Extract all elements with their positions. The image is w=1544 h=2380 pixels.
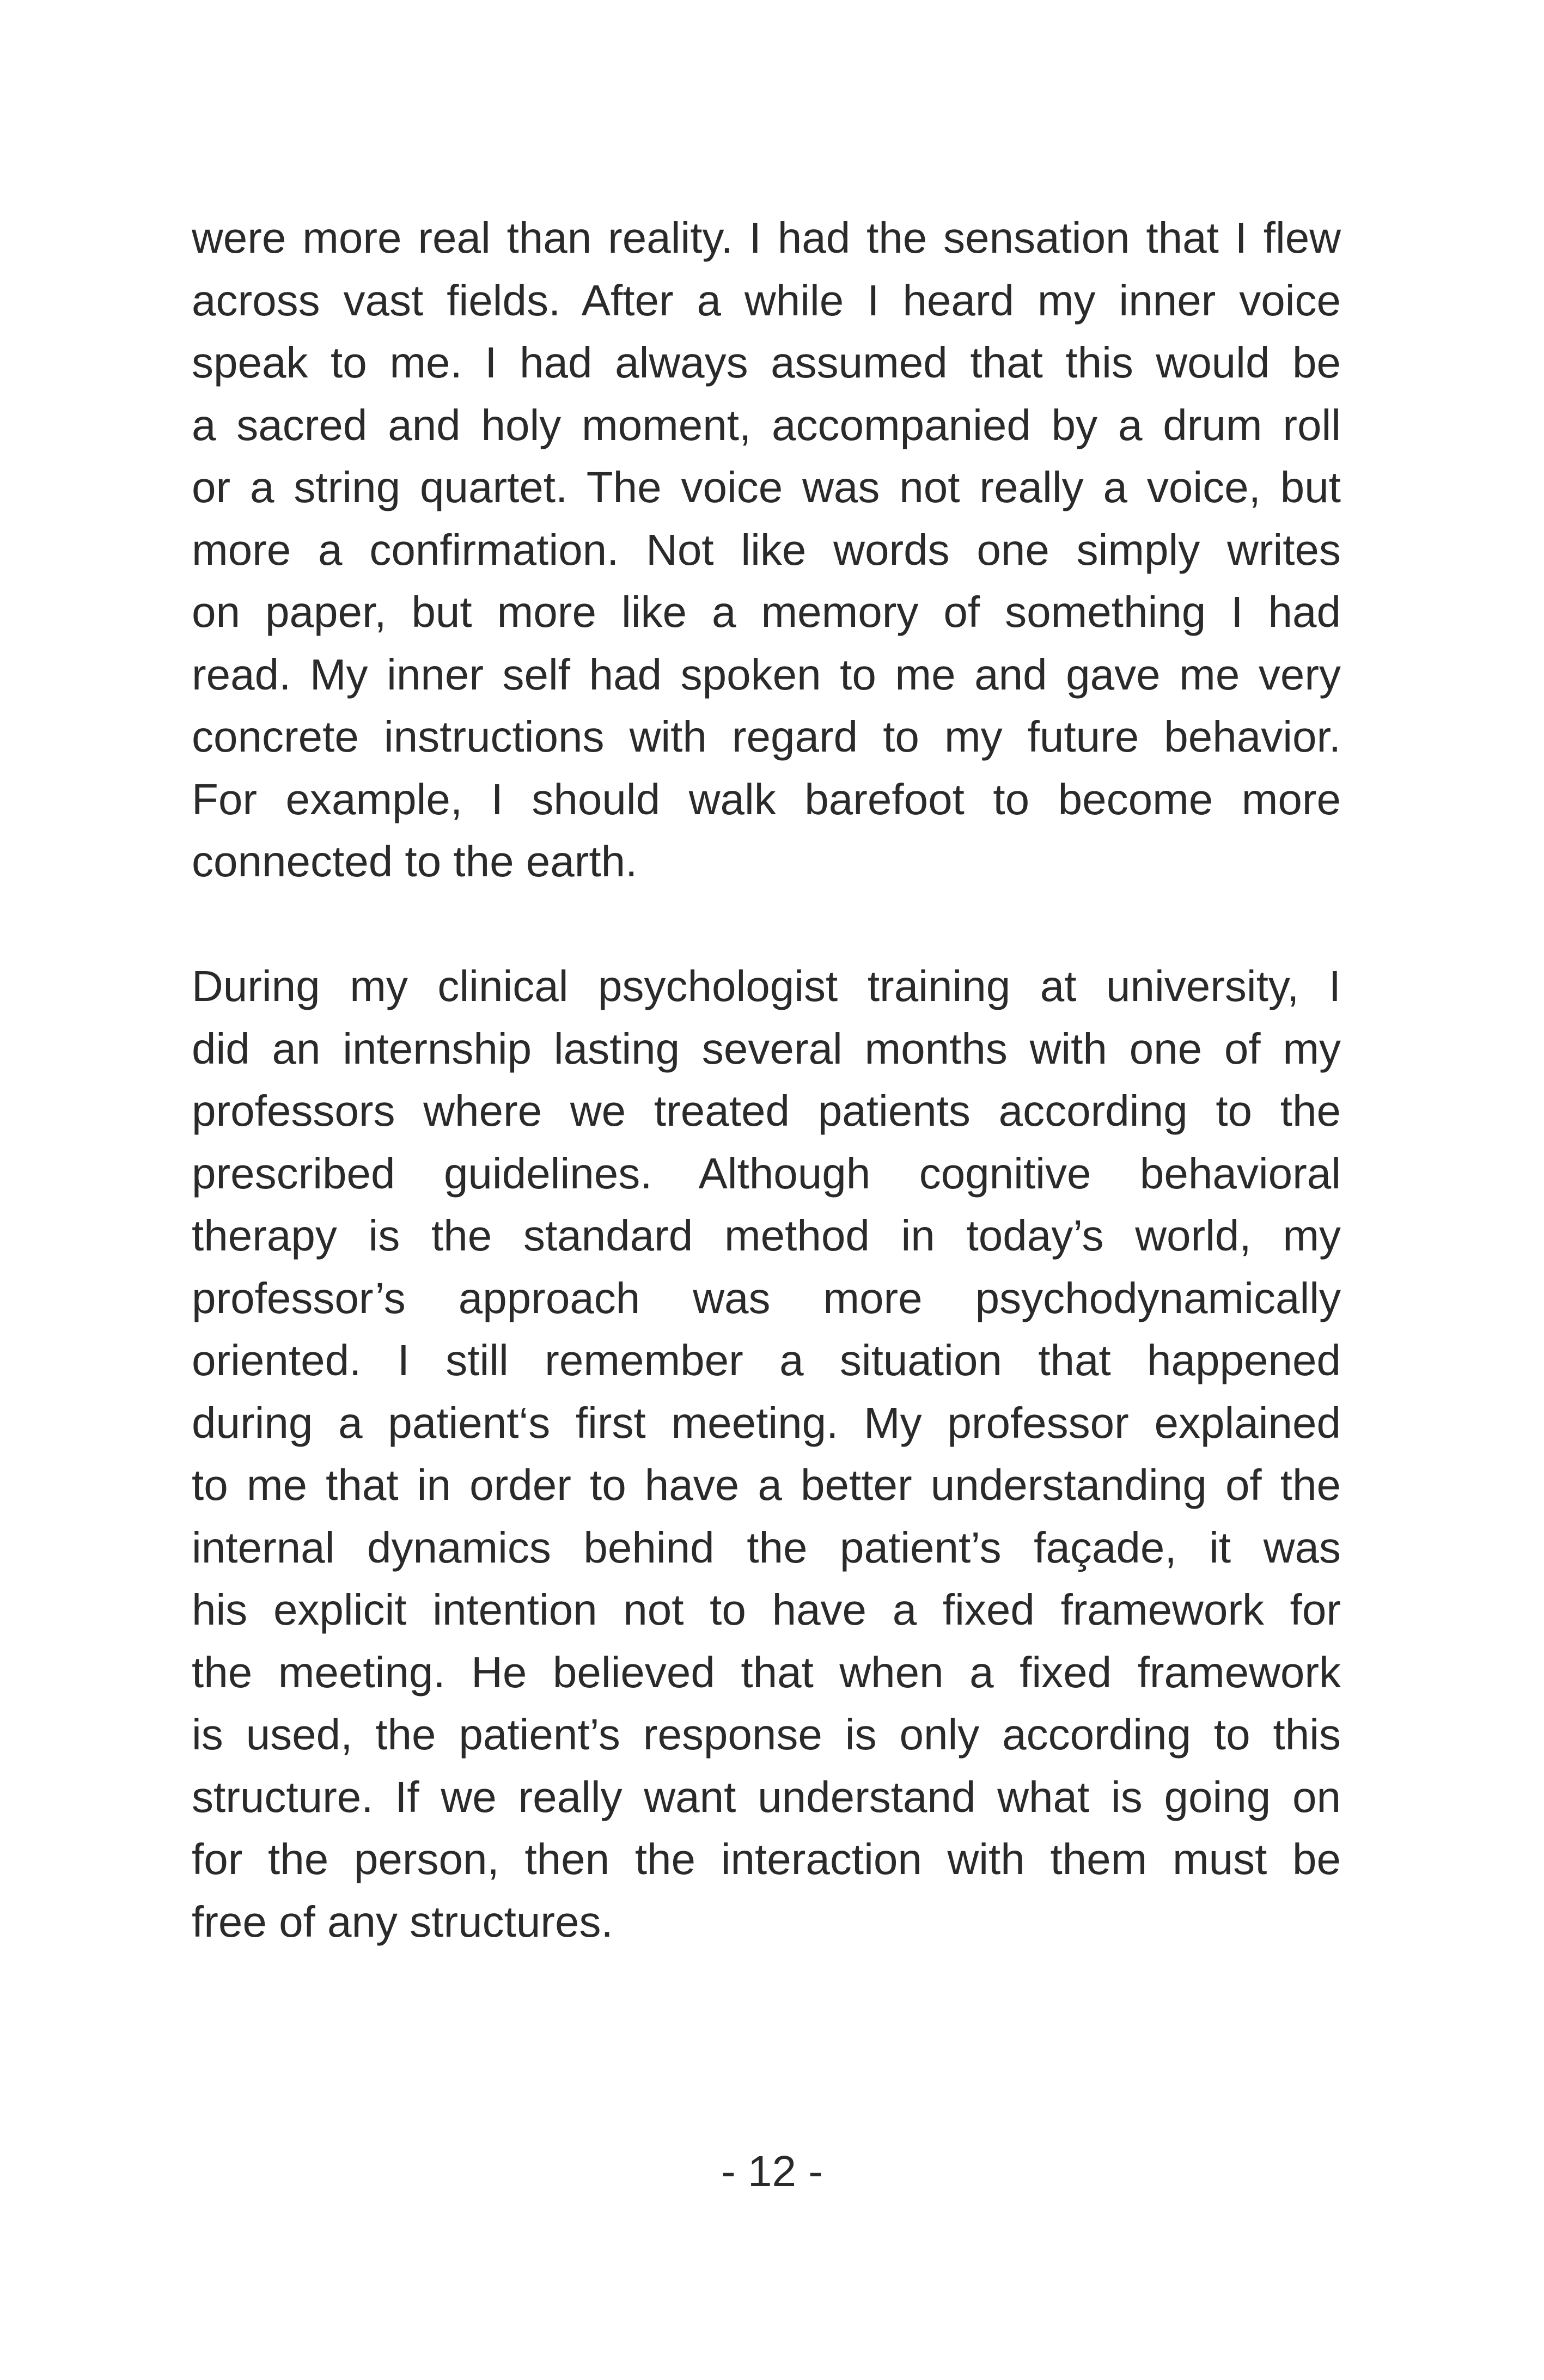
text-line: connected to the earth. xyxy=(192,837,638,886)
text-line: During my clinical psychologist training at university, I xyxy=(192,962,1341,1010)
text-line: concrete instructions with regard to my future behavior. xyxy=(192,712,1341,761)
text-line: to me that in order to have a better understanding of the xyxy=(192,1461,1341,1509)
text-line: prescribed guidelines. Although cognitive behavioral xyxy=(192,1149,1341,1198)
text-line: read. My inner self had spoken to me and gave me very xyxy=(192,650,1341,699)
text-line: structure. If we really want understand what is going on xyxy=(192,1772,1341,1821)
text-line: professors where we treated patients according to the xyxy=(192,1087,1341,1135)
text-line: or a string quartet. The voice was not really a voice, but xyxy=(192,463,1341,511)
text-line: did an internship lasting several months with one of my xyxy=(192,1024,1341,1073)
text-line: a sacred and holy moment, accompanied by a drum roll xyxy=(192,400,1341,449)
text-line: the meeting. He believed that when a fixed framework xyxy=(192,1647,1341,1696)
paragraph-2 xyxy=(192,955,1341,1953)
text-line: on paper, but more like a memory of something I had xyxy=(192,588,1341,636)
text-line: more a confirmation. Not like words one simply writes xyxy=(192,525,1341,574)
text-line: internal dynamics behind the patient’s façade, it was xyxy=(192,1523,1341,1572)
text-line: during a patient‘s first meeting. My professor explained xyxy=(192,1398,1341,1447)
page-body xyxy=(192,207,1341,1953)
text-line: oriented. I still remember a situation that happened xyxy=(192,1336,1341,1384)
text-line: therapy is the standard method in today’s world, my xyxy=(192,1211,1341,1260)
text-line: is used, the patient’s response is only according to this xyxy=(192,1710,1341,1759)
page-number: - 12 - xyxy=(721,2147,823,2195)
text-line: professor’s approach was more psychodynamically xyxy=(192,1273,1341,1322)
text-line: for the person, then the interaction with them must be xyxy=(192,1835,1341,1883)
text-line: across vast fields. After a while I heard my inner voice xyxy=(192,276,1341,325)
text-line: free of any structures. xyxy=(192,1897,613,1946)
text-line: For example, I should walk barefoot to become more xyxy=(192,774,1341,823)
text-line: speak to me. I had always assumed that this would be xyxy=(192,338,1341,387)
text-line: his explicit intention not to have a fixed framework for xyxy=(192,1585,1341,1634)
text-line: were more real than reality. I had the sensation that I flew xyxy=(192,213,1341,262)
paragraph-1 xyxy=(192,207,1341,893)
